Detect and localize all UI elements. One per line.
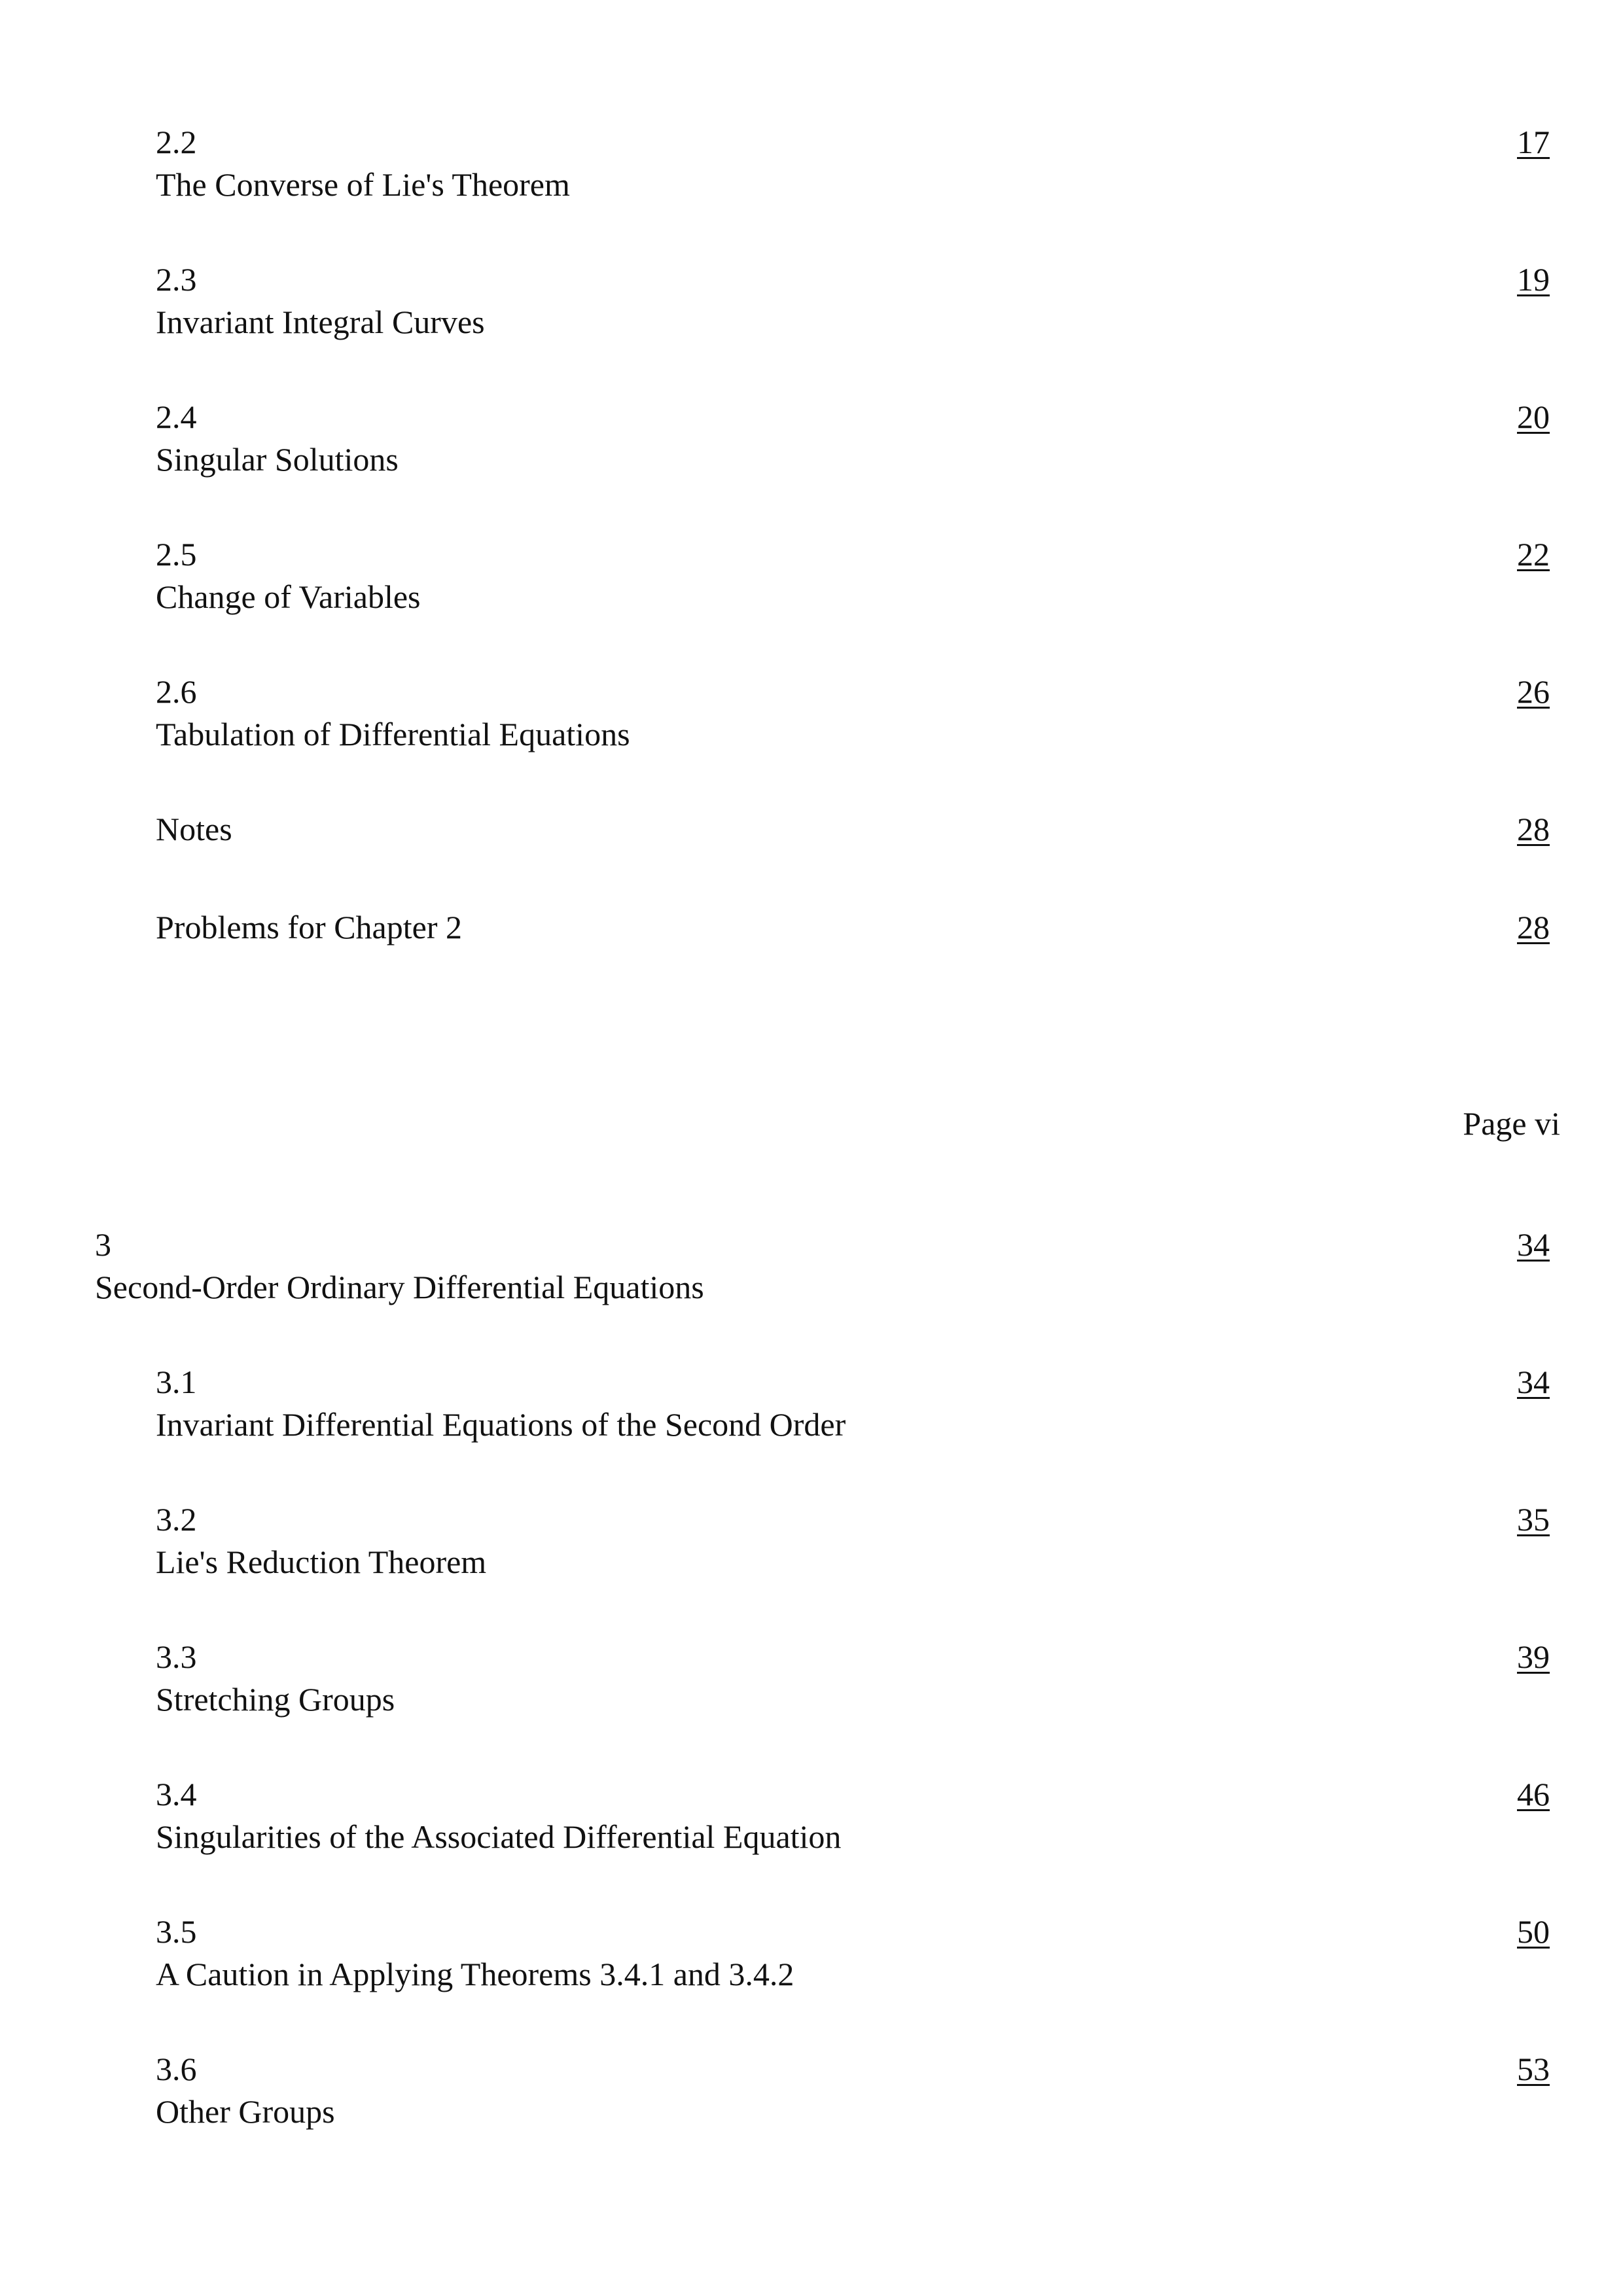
- page-link[interactable]: 22: [1517, 536, 1550, 573]
- page-link[interactable]: 28: [1517, 909, 1550, 945]
- page-link[interactable]: 28: [1517, 811, 1550, 847]
- section-title: The Converse of Lie's Theorem: [156, 166, 570, 203]
- page-link[interactable]: 34: [1517, 1364, 1550, 1400]
- section-number: 3.2: [156, 1501, 197, 1538]
- section-number: 3.4: [156, 1776, 197, 1812]
- page-link[interactable]: 46: [1517, 1776, 1550, 1812]
- page-link[interactable]: 53: [1517, 2051, 1550, 2087]
- section-title: Tabulation of Differential Equations: [156, 716, 630, 752]
- section-title: Singularities of the Associated Differential Equation: [156, 1818, 842, 1855]
- chapter-title: Second-Order Ordinary Differential Equations: [95, 1269, 704, 1305]
- section-number: 2.3: [156, 261, 197, 298]
- page-link[interactable]: 34: [1517, 1226, 1550, 1263]
- page-label: Page vi: [1463, 1105, 1560, 1142]
- section-title: A Caution in Applying Theorems 3.4.1 and 3.4.2: [156, 1956, 794, 1992]
- section-number: 2.5: [156, 536, 197, 573]
- page-link[interactable]: 26: [1517, 673, 1550, 710]
- section-title: Change of Variables: [156, 578, 421, 615]
- section-title: Invariant Integral Curves: [156, 304, 485, 340]
- section-number: 3.1: [156, 1364, 197, 1400]
- section-title: Singular Solutions: [156, 441, 399, 478]
- section-title: Invariant Differential Equations of the Second Order: [156, 1406, 846, 1443]
- page-link[interactable]: 35: [1517, 1501, 1550, 1538]
- section-number: 2.4: [156, 398, 197, 435]
- page-link[interactable]: 20: [1517, 398, 1550, 435]
- page-link[interactable]: 50: [1517, 1913, 1550, 1950]
- section-number: 3.6: [156, 2051, 197, 2087]
- page-link[interactable]: 17: [1517, 124, 1550, 160]
- section-number: 3.3: [156, 1638, 197, 1675]
- section-number: 2.2: [156, 124, 197, 160]
- section-title: Other Groups: [156, 2093, 335, 2130]
- section-number: 2.6: [156, 673, 197, 710]
- section-title: Lie's Reduction Theorem: [156, 1544, 487, 1580]
- section-title: Notes: [156, 811, 232, 847]
- page-link[interactable]: 39: [1517, 1638, 1550, 1675]
- chapter-number: 3: [95, 1226, 111, 1263]
- section-title: Stretching Groups: [156, 1681, 395, 1718]
- section-title: Problems for Chapter 2: [156, 909, 462, 945]
- section-number: 3.5: [156, 1913, 197, 1950]
- page-link[interactable]: 19: [1517, 261, 1550, 298]
